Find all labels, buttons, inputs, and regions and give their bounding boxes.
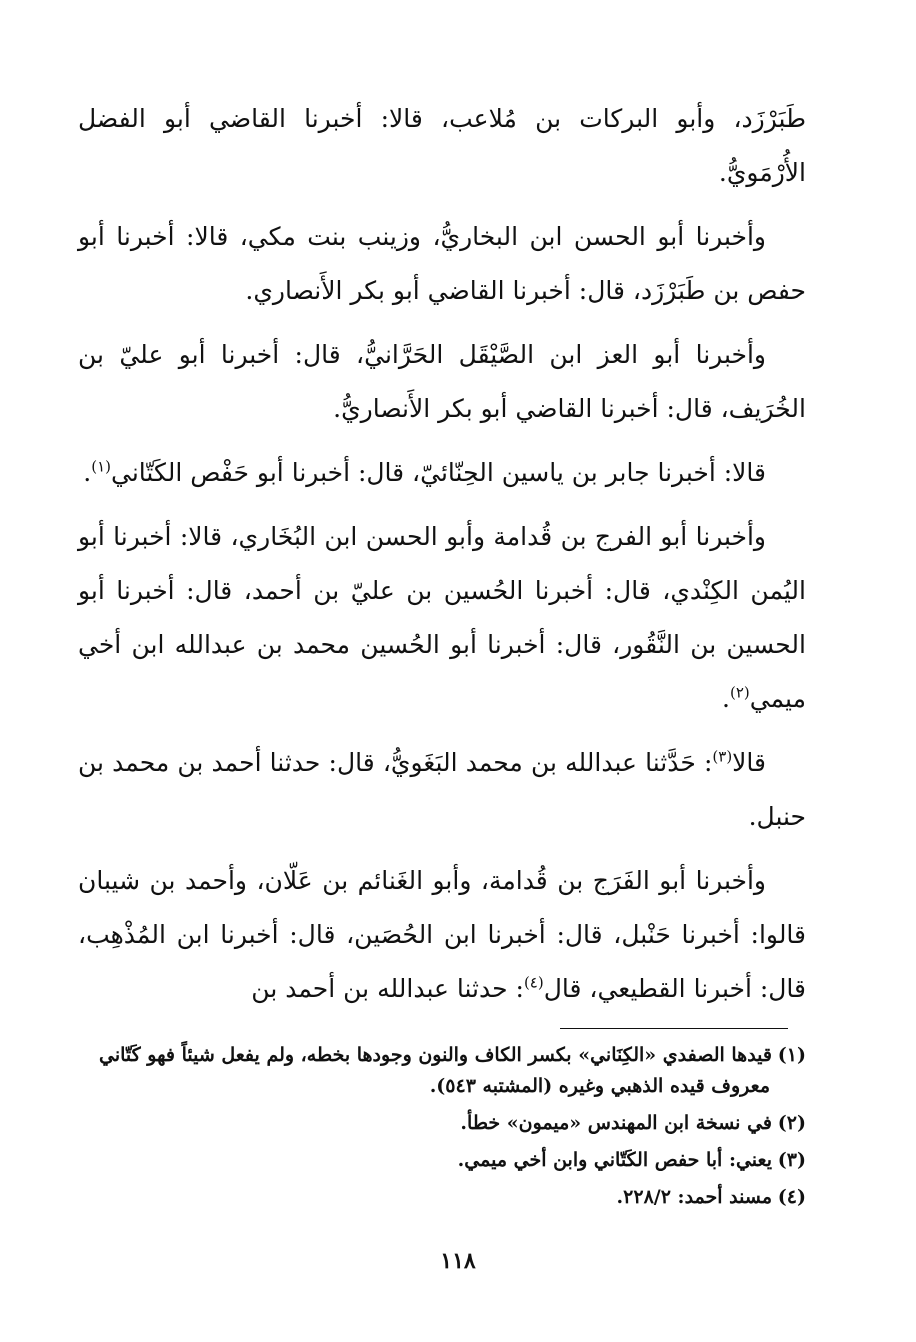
footnote-number: (٢) (777, 1112, 806, 1134)
paragraph-text: قالا (732, 748, 766, 777)
paragraph-tail: . (83, 458, 92, 487)
footnote-ref: (١) (91, 457, 111, 476)
page-number: ١١٨ (440, 1248, 476, 1274)
main-text (78, 92, 806, 1026)
paragraph-1 (78, 92, 806, 200)
footnote-ref: (٣) (712, 747, 733, 766)
paragraph-tail: . (722, 684, 730, 713)
footnote-1 (78, 1040, 806, 1102)
paragraph-5 (78, 510, 806, 726)
footnote-text: في نسخة ابن المهندس «ميمون» خطأ. (460, 1112, 772, 1134)
footnote-ref: (٤) (523, 973, 544, 992)
paragraph-text: طَبَرْزَد، وأبو البركات بن مُلاعب، قالا: أخبرنا القاضي أبو الفضل الأُرْمَويُّ. (78, 104, 806, 187)
footnote-4 (78, 1182, 806, 1213)
paragraph-text: وأخبرنا أبو الفرج بن قُدامة وأبو الحسن ابن البُخَاري، قالا: أخبرنا أبو اليُمن الكِنْدي، قال: أخبرنا الحُسين بن عليّ بن أحمد، قال: أخبرنا أبو الحسين بن النَّقُور، قال: أخبرنا أبو الحُسين محمد بن عبدالله ابن أخي ميمي (78, 522, 807, 713)
paragraph-text: وأخبرنا أبو الحسن ابن البخاريُّ، وزينب بنت مكي، قالا: أخبرنا أبو حفص بن طَبَرْزَد، قال: أخبرنا القاضي أبو بكر الأَنصاري. (78, 222, 806, 305)
paragraph-tail: : حَدَّثنا عبدالله بن محمد البَغَويُّ، قال: حدثنا أحمد بن محمد بن حنبل. (78, 748, 806, 831)
footnote-text: قيدها الصفدي «الكِنَاني» بكسر الكاف والنون وجودها بخطه، ولم يفعل شيئاً فهو كَتّاني معروف قيده الذهبي وغيره (المشتبه ٥٤٣). (99, 1044, 772, 1097)
footnotes (78, 1040, 806, 1219)
footnote-text: يعني: أبا حفص الكَتّاني وابن أخي ميمي. (457, 1149, 772, 1171)
footnote-3 (78, 1145, 806, 1176)
paragraph-tail: : حدثنا عبدالله بن أحمد بن (251, 974, 524, 1003)
footnote-number: (٣) (777, 1149, 806, 1171)
paragraph-3 (78, 328, 806, 436)
paragraph-text: قالا: أخبرنا جابر بن ياسين الحِنّائيّ، قال: أخبرنا أبو حَفْص الكَتّاني (110, 458, 766, 487)
footnote-number: (٤) (777, 1186, 806, 1208)
footnote-divider (560, 1028, 788, 1029)
paragraph-2 (78, 210, 806, 318)
footnote-text: مسند أحمد: ٢٢٨/٢. (616, 1186, 772, 1208)
paragraph-7 (78, 854, 806, 1016)
paragraph-text: وأخبرنا أبو العز ابن الصَّيْقَل الحَرَّانيُّ، قال: أخبرنا أبو عليّ بن الخُرَيف، قال: أخبرنا القاضي أبو بكر الأَنصاريُّ. (78, 340, 806, 423)
paragraph-4 (78, 446, 806, 500)
footnote-number: (١) (777, 1044, 806, 1066)
footnote-2 (78, 1108, 806, 1139)
paragraph-6 (78, 736, 806, 844)
paragraph-text: وأخبرنا أبو الفَرَج بن قُدامة، وأبو الغَنائم بن عَلّان، وأحمد بن شيبان قالوا: أخبرنا حَنْبل، قال: أخبرنا ابن الحُصَين، قال: أخبرنا ابن المُذْهِب، قال: أخبرنا القطيعي، قال (78, 866, 806, 1003)
footnote-ref: (٢) (729, 683, 750, 702)
